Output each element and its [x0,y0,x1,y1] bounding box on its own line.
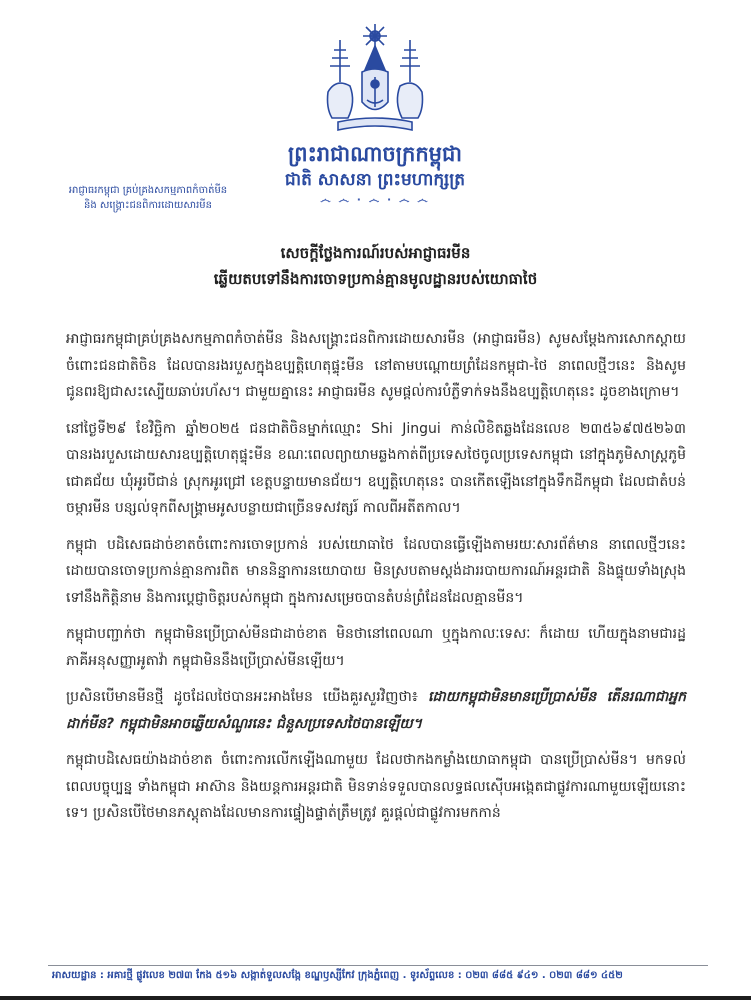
paragraph-evidence: កម្ពុជាបដិសេធយ៉ាងដាច់ខាត ចំពោះការលើកឡើងណាមួយ ដែលថាកងកម្លាំងយោធាកម្ពុជា បានប្រើប្រាស់មីន។ មកទល់ពេលបច្ចុប្បន្ន ទាំងកម្ពុជា អាស៊ាន និងយន្តការអន្តរជាតិ មិនទាន់ទទួលបានលទ្ធផលស៊ើបអង្កេតជាផ្លូវការណាមួយឡើយនោះទេ។ ប្រសិនបើថៃមានភស្តុតាងដែលមានការផ្ទៀងផ្ទាត់ត្រឹមត្រូវ គួរផ្តល់ជាផ្លូវការមកកាន់ [66,752,686,821]
question-emphasis: ដោយកម្ពុជាមិនមានប្រើប្រាស់មីន តើនរណាជាអ្នកដាក់មីន? កម្ពុជាមិនអាចឆ្លើយសំណួរនេះ ជំនួសប្រទេសថៃបានឡើយ។ [66,689,686,732]
title-line-1: សេចក្តីថ្លែងការណ៍របស់អាជ្ញាធរមីន [280,244,471,262]
letterhead [0,0,751,230]
kingdom-name: ព្រះរាជាណាចក្រកម្ពុជា [287,142,462,166]
statement-body [66,326,686,837]
ornament-divider: ෴ ෴ · ෴ · ෴ ෴ [320,193,430,206]
royal-coat-of-arms-icon [318,22,433,142]
kingdom-header [255,140,495,208]
paragraph-incident: នៅថ្ងៃទី២៩ ខែវិច្ឆិកា ឆ្នាំ២០២៥ ជនជាតិចិនម្នាក់ឈ្មោះ Shi Jingui កាន់លិខិតឆ្លងដែនលេខ ២៣៥៦៩៧៥២៦៣ បានរងរបួសដោយសារឧប្បត្តិហេតុផ្ទុះមីន ខណៈពេលព្យាយាមឆ្លងកាត់ពីប្រទេសថៃចូលប្រទេសកម្ពុជា នៅក្នុងភូមិសាស្ត្រភូមិជោគជ័យ ឃុំអូរបីជាន់ ស្រុកអូរជ្រៅ ខេត្តបន្ទាយមានជ័យ។ ឧប្បត្តិហេតុនេះ បានកើតឡើងនៅក្នុងទឹកដីកម្ពុជា ដែលជាតំបន់ចម្ការមីន បន្សល់ទុកពីសង្គ្រាមអូសបន្លាយជាច្រើនទសវត្សរ៍ កាលពីអតីតកាល។ [66,420,686,516]
agency-line-1: អាជ្ញាធរកម្ពុជា គ្រប់គ្រងសកម្មភាពកំចាត់មីន [68,185,228,196]
page-edge [0,996,751,1000]
footer-address: អាសយដ្ឋាន : អគារថ្មី ផ្លូវលេខ ២៧៣ កែង ៥១៦ សង្កាត់ទួលសង្កែ ខណ្ឌឫស្សីកែវ ក្រុងភ្នំពេញ . ទូរស័ព្ទលេខ : ០២៣ ៨៨៥ ៩៤១ . ០២៣ ៨៨១ ៤៥២ [52,970,623,981]
paragraph-condolence: អាជ្ញាធរកម្ពុជាគ្រប់គ្រងសកម្មភាពកំចាត់មីន និងសង្គ្រោះជនពិការដោយសារមីន (អាជ្ញាធរមីន) សូមសម្តែងការសោកស្តាយចំពោះជនជាតិចិន ដែលបានរងរបួសក្នុងឧប្បត្តិហេតុផ្ទុះមីន នៅតាមបណ្តោយព្រំដែនកម្ពុជា-ថៃ នាពេលថ្មីៗនេះ និងសូមជូនពរឱ្យជាសះស្បើយឆាប់រហ័ស។ ជាមួយគ្នានេះ អាជ្ញាធរមីន សូមផ្តល់ការបំភ្លឺទាក់ទងនឹងឧប្បត្តិហេតុនេះ ដូចខាងក្រោម។ [66,331,686,400]
paragraph-affirmation: កម្ពុជាបញ្ជាក់ថា កម្ពុជាមិនប្រើប្រាស់មីនជាដាច់ខាត មិនថានៅពេលណា ឬក្នុងកាលៈទេសៈ ក៏ដោយ ហើយក្នុងនាមជារដ្ឋភាគីអនុសញ្ញាអូតាវ៉ា កម្ពុជាមិននឹងប្រើប្រាស់មីនឡើយ។ [66,626,686,669]
agency-name [48,183,248,213]
paragraph-rejection: កម្ពុជា បដិសេធដាច់ខាតចំពោះការចោទប្រកាន់ របស់យោធាថៃ ដែលបានធ្វើឡើងតាមរយៈសារព័ត៌មាន នាពេលថ្មីៗនេះ ដោយបានចោទប្រកាន់គ្មានការពិត មាននិន្នាការនយោបាយ មិនស្របតាមស្តង់ដាររបាយការណ៍អន្តរជាតិ និងផ្ទុយទាំងស្រុងទៅនឹងកិត្តិនាម និងការប្តេជ្ញាចិត្តរបស់កម្ពុជា ក្នុងការសម្រេចបានតំបន់ព្រំដែនដែលគ្មានមីន។ [66,536,686,606]
footer-divider [48,965,708,966]
question-lead: ប្រសិនបើមានមីនថ្មី ដូចដែលថៃបានអះអាងមែន យើងគួរសួរវិញថា៖ [66,689,428,705]
paragraph-question [66,684,686,737]
title-line-2: ឆ្លើយតបទៅនឹងការចោទប្រកាន់គ្មានមូលដ្ឋានរបស់យោធាថៃ [213,270,538,288]
national-motto: ជាតិ សាសនា ព្រះមហាក្សត្រ [284,170,466,190]
agency-line-2: និង សង្គ្រោះជនពិការដោយសារមីន [84,200,212,211]
statement-title [150,240,601,292]
